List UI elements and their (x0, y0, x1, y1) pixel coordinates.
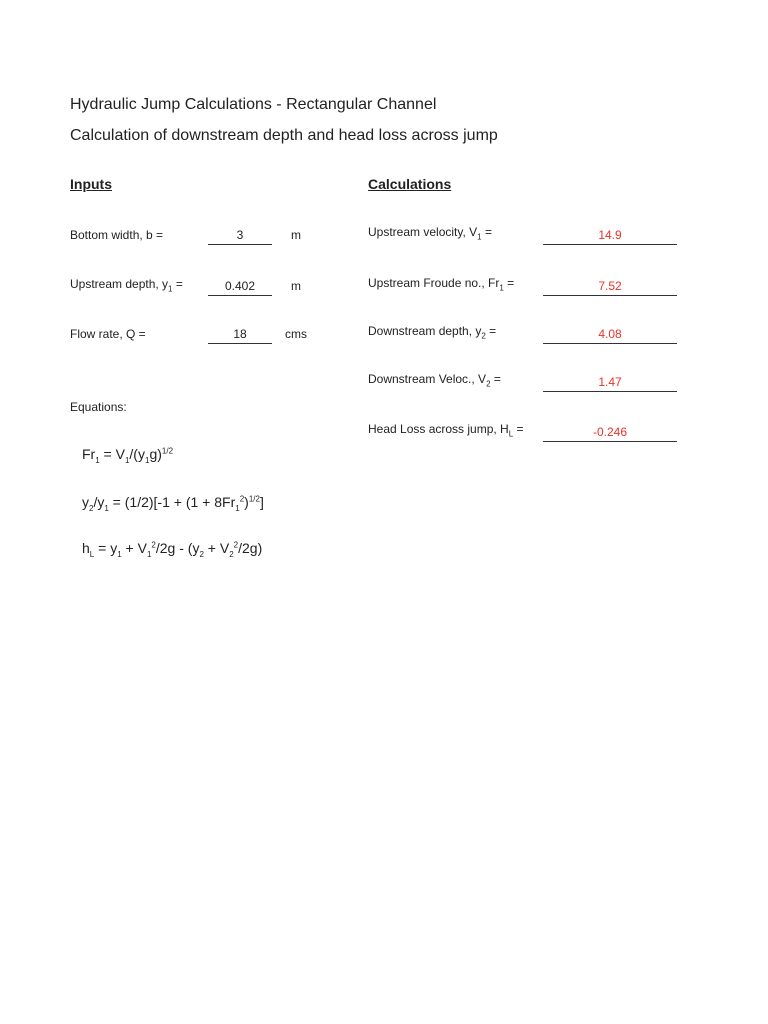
upstream-depth-unit: m (291, 279, 301, 293)
calculations-heading: Calculations (368, 176, 452, 192)
flow-rate-label: Flow rate, Q = (70, 327, 146, 341)
equations-label: Equations: (70, 400, 127, 414)
upstream-froude-label: Upstream Froude no., $Fr_1$ = (368, 276, 515, 293)
head-loss-value: -0.246 (543, 423, 677, 442)
equation-head-loss: $h_L = y_1 + V_1^2/2g - (y_2 + V_2^2/2g)$ (82, 540, 263, 559)
downstream-velocity-label: Downstream Veloc., $V_2$ = (368, 372, 501, 389)
upstream-depth-label: Upstream depth, $y_1$ = (70, 277, 183, 294)
page-title: Hydraulic Jump Calculations - Rectangular Channel (70, 96, 437, 113)
downstream-velocity-value: 1.47 (543, 373, 677, 392)
bottom-width-label: Bottom width, b = (70, 228, 164, 242)
head-loss-label: Head Loss across jump, $H_L$ = (368, 422, 524, 439)
upstream-velocity-value: 14.9 (543, 226, 677, 245)
upstream-velocity-label: Upstream velocity, $V_1$ = (368, 225, 492, 242)
equation-froude: $Fr_1 = V_1/(y_1g)^{1/2}$ (82, 446, 174, 465)
downstream-depth-value: 4.08 (543, 325, 677, 344)
downstream-depth-label: Downstream depth, $y_2$ = (368, 324, 497, 341)
page-subtitle: Calculation of downstream depth and head loss across jump (70, 127, 498, 144)
upstream-froude-value: 7.52 (543, 277, 677, 296)
bottom-width-input[interactable]: 3 (208, 226, 272, 245)
upstream-depth-input[interactable]: 0.402 (208, 277, 272, 296)
flow-rate-unit: cms (285, 327, 307, 341)
inputs-heading: Inputs (70, 176, 112, 192)
equation-depth-ratio: $y_2/y_1 = (1/2)[-1 + (1 + 8Fr_1^2)^{1/2}]$ (82, 494, 264, 513)
bottom-width-unit: m (291, 228, 301, 242)
flow-rate-input[interactable]: 18 (208, 325, 272, 344)
